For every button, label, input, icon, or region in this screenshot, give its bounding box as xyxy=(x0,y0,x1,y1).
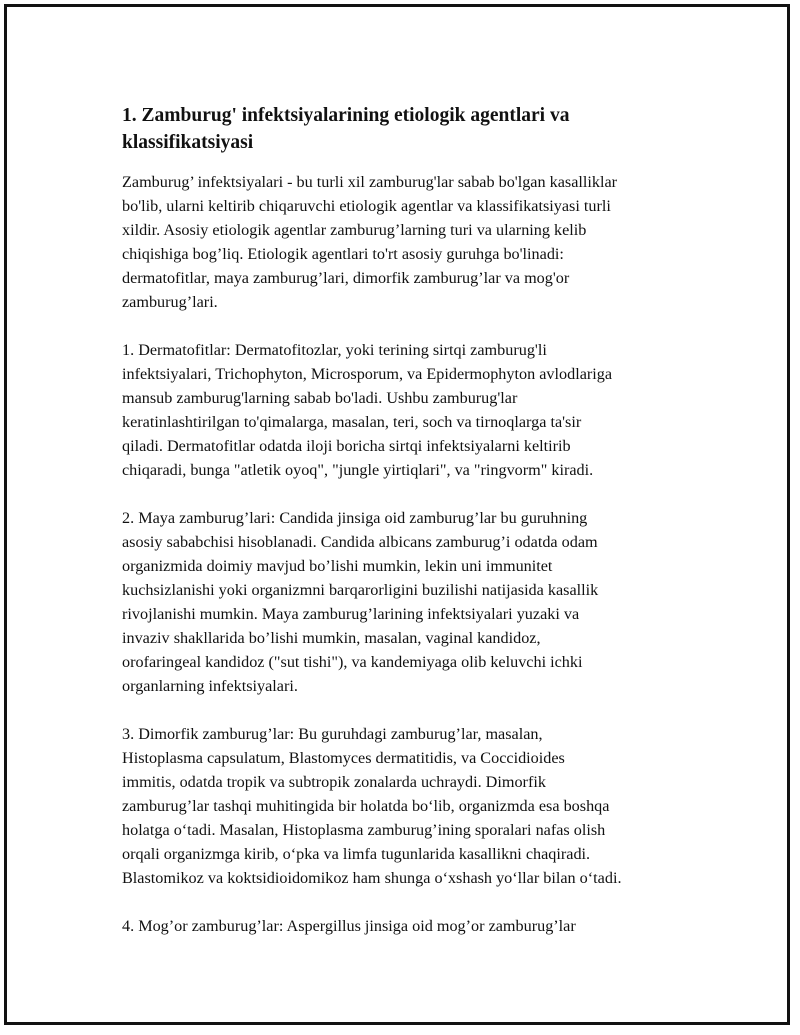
dermatophytes-paragraph: 1. Dermatofitlar: Dermatofitozlar, yoki terining sirtqi zamburug'li infektsiyalari, Trichophyton, Microsporum, va Epidermophyton avlodlariga mansub zamburug'larning sabab bo'ladi. Ushbu zamburug'lar keratinlashtirilgan to'qimalarga, masalan, teri, soch va tirnoqlarga ta'sir qiladi. Dermatofitlar odatda iloji boricha sirtqi infektsiyalarni keltirib chiqaradi, bunga "atletik oyoq", "jungle yirtiqlari", va "ringvorm" kiradi. xyxy=(122,341,613,479)
section-heading: 1. Zamburug' infektsiyalarining etiologik agentlari va klassifikatsiyasi xyxy=(122,105,570,153)
intro-paragraph: Zamburug’ infektsiyalari - bu turli xil zamburug'lar sabab bo'lgan kasalliklar bo'lib, ularni keltirib chiqaruvchi etiologik agentlar va klassifikatsiyasi turli xildir. Asosiy etiologik agentlar zamburug’larning turi va ularning kelib chiqishiga bog’liq. Etiologik agentlari to'rt asosiy guruhga bo'linadi: dermatofitlar, maya zamburug’lari, dimorfik zamburug’lar va mog'or zamburug’lari. xyxy=(122,173,618,311)
document-body xyxy=(122,102,702,962)
mold-fungi-paragraph: 4. Mog’or zamburug’lar: Aspergillus jinsiga oid mog’or zamburug’lar xyxy=(122,917,576,935)
dimorphic-fungi-paragraph: 3. Dimorfik zamburug’lar: Bu guruhdagi zamburug’lar, masalan, Histoplasma capsulatum, Blastomyces dermatitidis, va Coccidioides immitis, odatda tropik va subtropik zonalarda uchraydi. Dimorfik zamburug’lar tashqi muhitingida bir holatda bo‘lib, organizmda esa boshqa holatga o‘tadi. Masalan, Histoplasma zamburug’ining sporalari nafas olish orqali organizmga kirib, o‘pka va limfa tugunlarida kasallikni chaqiradi. Blastomikoz va koktsidioidomikoz ham shunga o‘xshash yo‘llar bilan o‘tadi. xyxy=(122,725,622,887)
document-page xyxy=(4,4,790,1025)
yeast-fungi-paragraph: 2. Maya zamburug’lari: Candida jinsiga oid zamburug’lar bu guruhning asosiy sababchisi hisoblanadi. Candida albicans zamburug’i odatda odam organizmida doimiy mavjud bo’lishi mumkin, lekin uni immunitet kuchsizlanishi yoki organizmni barqarorligini buzilishi natijasida kasallik rivojlanishi mumkin. Maya zamburug’larining infektsiyalari yuzaki va invaziv shakllarida bo’lishi mumkin, masalan, vaginal kandidoz, orofaringeal kandidoz ("sut tishi"), va kandemiyaga olib keluvchi ichki organlarning infektsiyalari. xyxy=(122,509,599,695)
